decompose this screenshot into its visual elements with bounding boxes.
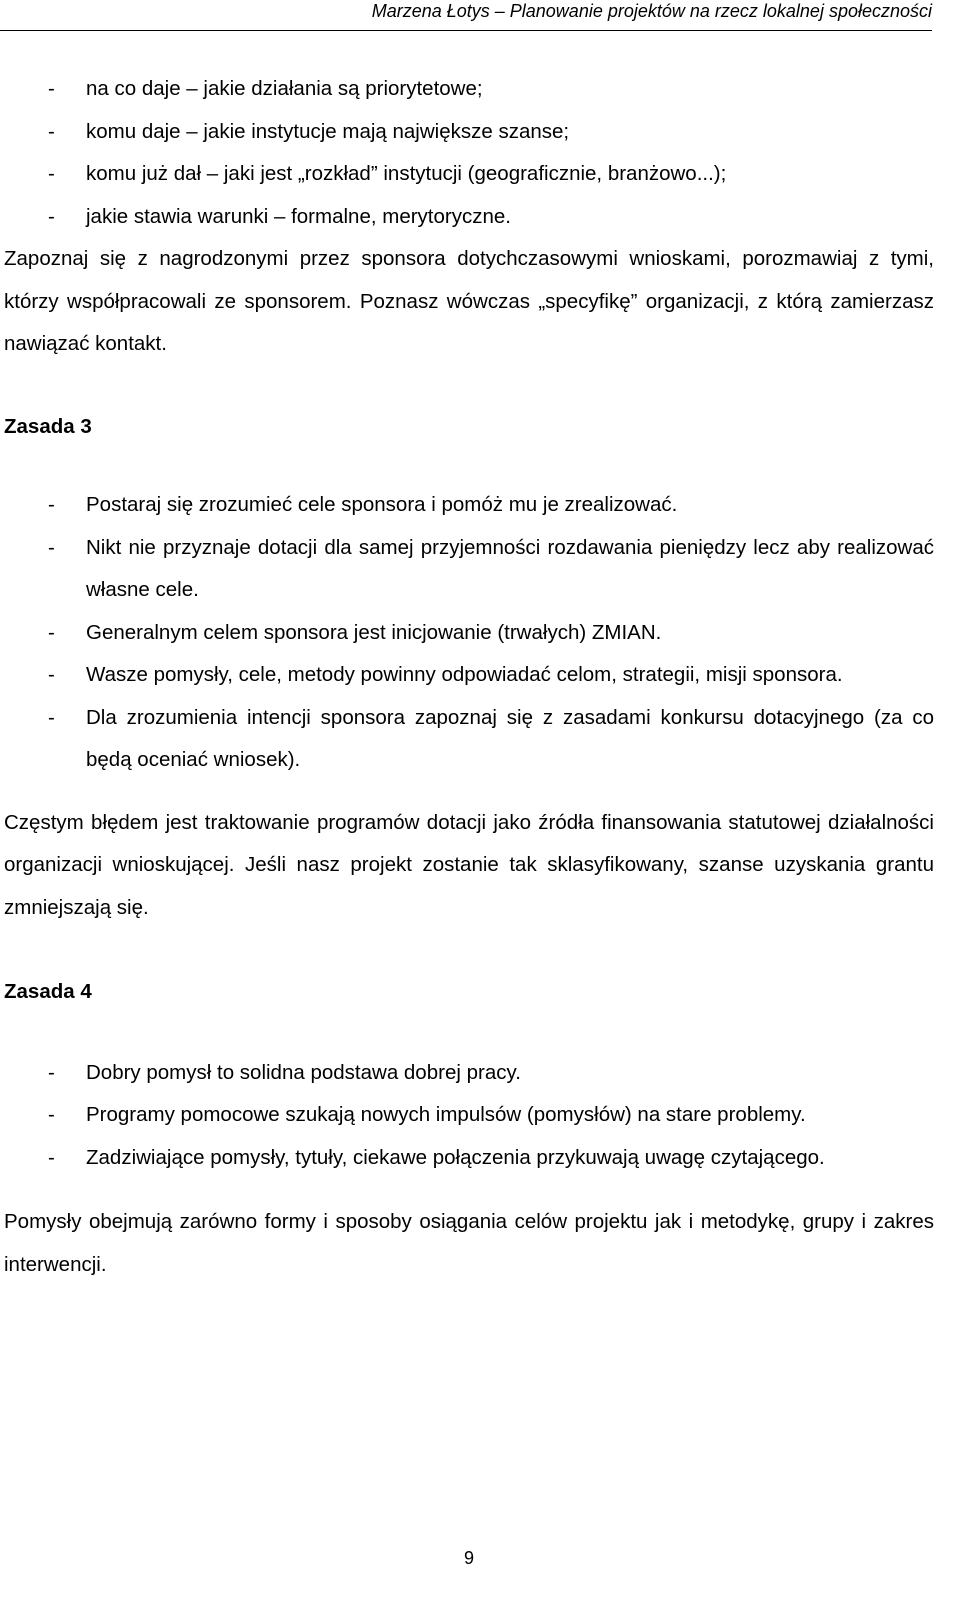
paragraph-common-mistake: Częstym błędem jest traktowanie programów dotacji jako źródła finansowania statutowej działalności organizacji wnioskującej. Jeśli nasz projekt zostanie tak sklasyfikowany, szanse uzyskania grantu zmniejszają się. bbox=[4, 810, 934, 919]
list-item: - Programy pomocowe szukają nowych impulsów (pomysłów) na stare problemy. bbox=[4, 1094, 934, 1137]
list-zasada-3 bbox=[4, 484, 934, 782]
list-item: - Wasze pomysły, cele, metody powinny odpowiadać celom, strategii, misji sponsora. bbox=[4, 654, 934, 697]
list-item: - Generalnym celem sponsora jest inicjowanie (trwałych) ZMIAN. bbox=[4, 612, 934, 655]
paragraph-research: Zapoznaj się z nagrodzonymi przez sponsora dotychczasowymi wnioskami, porozmawiaj z tymi, którzy współpracowali ze sponsorem. Poznasz wówczas „specyfikę” organizacji, z którą zamierzasz nawiązać kontakt. bbox=[4, 247, 934, 355]
list-zasada-4 bbox=[4, 1052, 934, 1180]
list-item: - Dobry pomysł to solidna podstawa dobrej pracy. bbox=[4, 1052, 934, 1095]
page-header bbox=[0, 0, 932, 31]
heading-zasada-4: Zasada 4 bbox=[4, 980, 92, 1003]
list-item: - Zadziwiające pomysły, tytuły, ciekawe połączenia przykuwają uwagę czytającego. bbox=[4, 1137, 934, 1180]
list-item: - Nikt nie przyznaje dotacji dla samej przyjemności rozdawania pieniędzy lecz aby realizować własne cele. bbox=[4, 527, 934, 612]
list-item: - jakie stawia warunki – formalne, merytoryczne. bbox=[4, 196, 934, 239]
running-title: Marzena Łotys – Planowanie projektów na rzecz lokalnej społeczności bbox=[371, 1, 932, 21]
paragraph-ideas: Pomysły obejmują zarówno formy i sposoby osiągania celów projektu jak i metodykę, grupy i zakres interwencji. bbox=[4, 1210, 934, 1276]
list-item: - Postaraj się zrozumieć cele sponsora i pomóż mu je zrealizować. bbox=[4, 484, 934, 527]
list-item: - komu już dał – jaki jest „rozkład” instytucji (geograficznie, branżowo...); bbox=[4, 153, 934, 196]
list-item: - Dla zrozumienia intencji sponsora zapoznaj się z zasadami konkursu dotacyjnego (za co będą oceniać wniosek). bbox=[4, 697, 934, 782]
heading-zasada-3: Zasada 3 bbox=[4, 414, 92, 438]
page-content bbox=[4, 68, 934, 1286]
list-sponsor-questions bbox=[4, 68, 934, 238]
list-item: - na co daje – jakie działania są priorytetowe; bbox=[4, 68, 934, 111]
list-item: - komu daje – jakie instytucje mają największe szanse; bbox=[4, 111, 934, 154]
page-number: 9 bbox=[463, 1548, 474, 1568]
